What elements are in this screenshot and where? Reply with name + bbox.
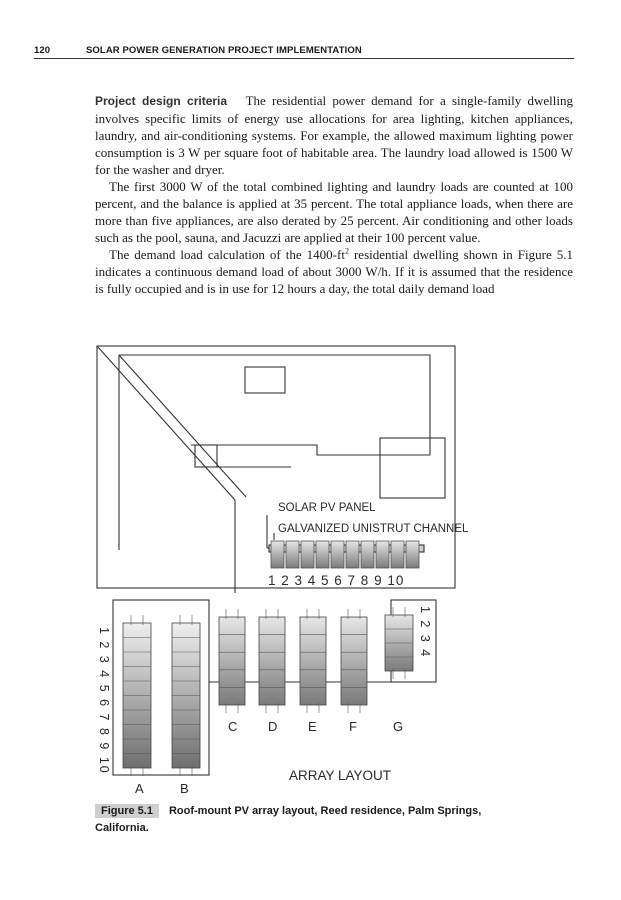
unistrut-channel-label: GALVANIZED UNISTRUT CHANNEL xyxy=(278,523,469,535)
paragraph-3-a: The demand load calculation of the 1400-ft xyxy=(109,247,345,262)
body-text xyxy=(95,92,573,297)
house-footprint xyxy=(119,355,430,455)
superscript-2: 2 xyxy=(344,246,349,256)
right-row-number-labels: 1 2 3 4 xyxy=(418,606,432,659)
paragraph-2: The first 3000 W of the total combined lighting and laundry loads are counted at 100 percent, and the balance is applied at 35 percent. The total appliance loads, when there are more than five appliances, are also derated by 25 percent. Air conditioning and other loads such as the pool, sauna, and Jacuzzi are applied at their 100 percent value. xyxy=(95,179,573,245)
page-number: 120 xyxy=(34,45,51,56)
paragraph-1 xyxy=(95,92,573,178)
array-column-d xyxy=(259,617,285,705)
panel-number-labels: 1 2 3 4 5 6 7 8 9 10 xyxy=(268,573,405,588)
running-header xyxy=(34,42,574,59)
array-column-e xyxy=(300,617,326,705)
column-label-c: C xyxy=(228,719,238,734)
column-label-e: E xyxy=(308,719,317,734)
running-title: SOLAR POWER GENERATION PROJECT IMPLEMENTATION xyxy=(86,45,362,56)
column-label-f: F xyxy=(349,719,357,734)
column-label-b: B xyxy=(180,781,189,796)
paragraph-3-b: residential dwelling shown in Figure 5.1 indicates a continuous demand load of about 3000 W/h. If it is assumed that the residence is fully occupied and is in use for 12 hours a day, the total daily demand load xyxy=(95,247,573,296)
figure-5-1 xyxy=(95,345,469,800)
column-label-d: D xyxy=(268,719,278,734)
array-layout-label: ARRAY LAYOUT xyxy=(289,768,392,783)
paragraph-lead: Project design criteria xyxy=(95,94,228,108)
array-column-f xyxy=(341,617,367,705)
chimney-box xyxy=(195,445,217,467)
caption-text: Roof-mount PV array layout, Reed residence, Palm Springs, California. xyxy=(95,805,482,834)
paragraph-1-text: The residential power demand for a single-family dwelling involves specific limits of energy use allocations for area lighting, kitchen appliances, laundry, and air-conditioning systems. For example, the allowed maximum lighting power consumption is 3 W per square foot of habitable area. The laundry load allowed is 1500 W for the washer and dryer. xyxy=(95,93,574,177)
vent-box xyxy=(245,367,285,393)
column-label-a: A xyxy=(135,781,144,796)
solar-pv-panel-label: SOLAR PV PANEL xyxy=(278,502,376,514)
paragraph-3 xyxy=(95,246,573,297)
figure-number: Figure 5.1 xyxy=(95,804,159,818)
garage-box xyxy=(380,438,445,498)
column-label-g: G xyxy=(393,719,404,734)
array-column-c xyxy=(219,617,245,705)
left-row-number-labels: 1 2 3 4 5 6 7 8 9 10 xyxy=(97,627,111,775)
figure-caption xyxy=(95,803,515,837)
